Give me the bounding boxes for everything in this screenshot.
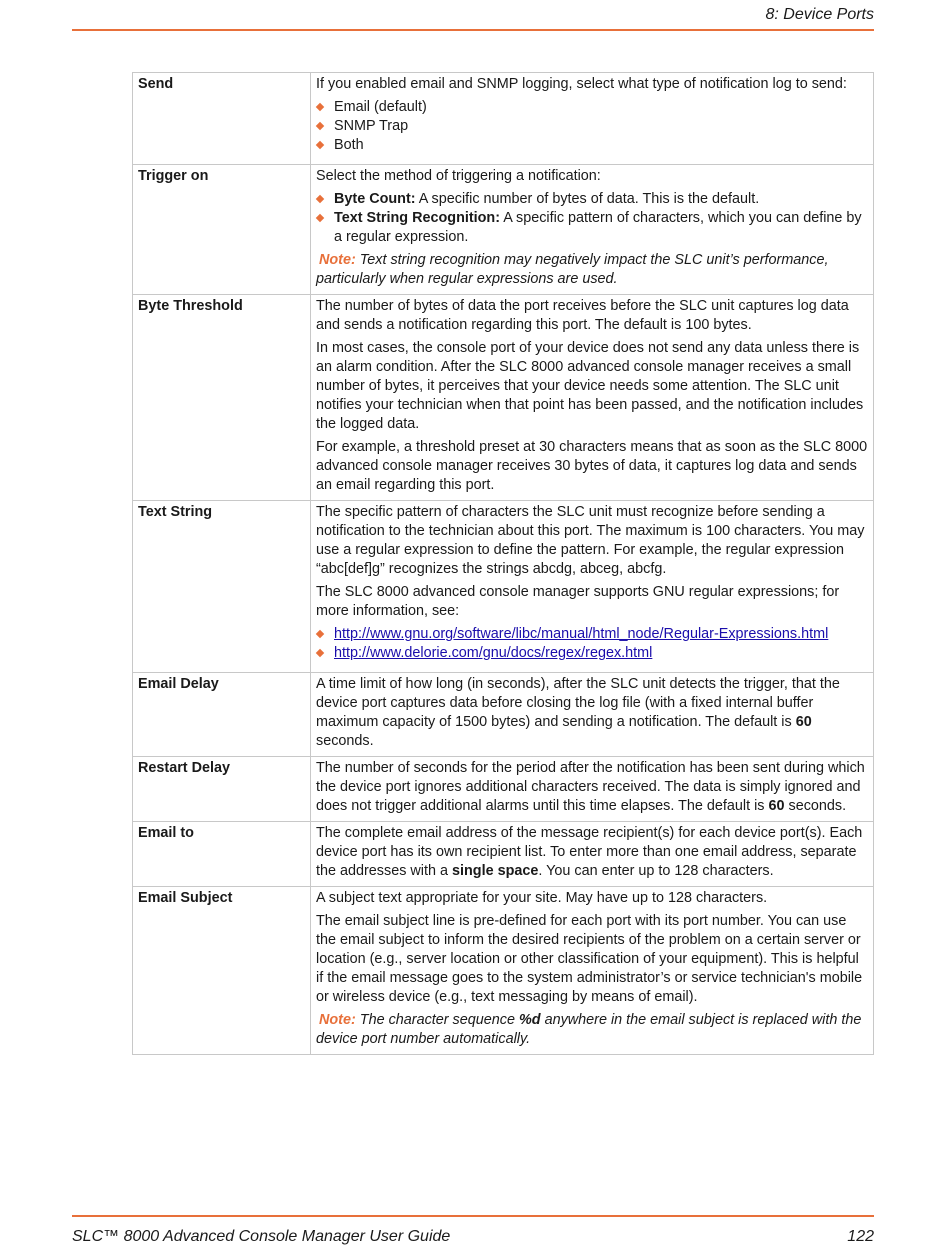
table-row [133,673,874,757]
table-row [133,165,874,295]
param-name-trigger-on: Trigger on [133,165,311,295]
note-label: Note: [319,252,356,268]
diamond-bullet-icon [316,122,324,130]
table-row [133,887,874,1055]
page-number: 122 [847,1228,874,1245]
list-item: Byte Count: A specific number of bytes of data. This is the default. [316,190,868,209]
param-name-email-subject: Email Subject [133,887,311,1055]
param-desc-email-delay [311,673,874,757]
param-desc-email-to [311,822,874,887]
footer-rule [72,1215,874,1217]
list-item: SNMP Trap [316,117,868,136]
table-row [133,295,874,501]
parameter-table [132,72,874,1055]
param-desc-send [311,73,874,165]
description-text: If you enabled email and SNMP logging, select what type of notification log to send: [316,76,847,92]
bullet-list [316,190,868,247]
bullet-list [316,98,868,155]
param-name-text-string: Text String [133,501,311,673]
bullet-list [316,625,868,663]
list-item [316,625,868,644]
list-item [316,644,868,663]
section-header: 8: Device Ports [765,6,874,23]
description-text: The email subject line is pre-defined for each port with its port number. You can use the email subject to inform the desired recipients of the problem on a certain server or location (e.g., server location or other classification of your equipment). This is helpful if the email message goes to the system administrator’s or service technician's mobile or wireless device (e.g., text messaging by means of email). [316,913,863,1005]
description-text: Select the method of triggering a notification: [316,168,601,184]
diamond-bullet-icon [316,649,324,657]
description-text: For example, a threshold preset at 30 characters means that as soon as the SLC 8000 advanced console manager receives 30 bytes of data, it captures log data and sends an email regarding this port. [316,439,868,493]
table-row [133,73,874,165]
description-text: The complete email address of the message recipient(s) for each device port(s). Each device port has its own recipient list. To enter more than one email address, separate the addresses with a single space. You can enter up to 128 characters. [316,825,863,879]
footer-title: SLC™ 8000 Advanced Console Manager User Guide [72,1228,451,1245]
param-name-send: Send [133,73,311,165]
description-text: A time limit of how long (in seconds), after the SLC unit detects the trigger, that the device port captures data before closing the log file (with a fixed internal buffer maximum capacity of 1500 bytes) and sending a notification. The default is 60 seconds. [316,676,840,749]
description-text: The number of bytes of data the port receives before the SLC unit captures log data and sends a notification regarding this port. The default is 100 bytes. [316,298,849,333]
note: Note: Text string recognition may negatively impact the SLC unit’s performance, particularly when regular expressions are used. [316,252,829,287]
list-item: Both [316,136,868,155]
table-row [133,501,874,673]
param-desc-restart-delay [311,757,874,822]
description-text: The number of seconds for the period after the notification has been sent during which the device port ignores additional characters received. The data is simply ignored and does not trigger additional alarms until this time elapses. The default is 60 seconds. [316,760,865,814]
diamond-bullet-icon [316,214,324,222]
note: Note: The character sequence %d anywhere in the email subject is replaced with the device port number automatically. [316,1012,862,1047]
description-text: The specific pattern of characters the SLC unit must recognize before sending a notification to the technician about this port. The maximum is 100 characters. You may use a regular expression to define the pattern. For example, the regular expression “abc[def]g” recognizes the strings abcdg, abceg, abcfg. [316,504,865,577]
description-text: The SLC 8000 advanced console manager supports GNU regular expressions; for more information, see: [316,584,840,619]
table-row [133,822,874,887]
param-name-email-to: Email to [133,822,311,887]
diamond-bullet-icon [316,195,324,203]
delorie-regex-link[interactable]: http://www.delorie.com/gnu/docs/regex/regex.html [334,645,653,661]
gnu-regex-link[interactable]: http://www.gnu.org/software/libc/manual/html_node/Regular-Expressions.html [334,626,829,642]
description-text: A subject text appropriate for your site. May have up to 128 characters. [316,890,768,906]
description-text: In most cases, the console port of your device does not send any data unless there is an alarm condition. After the SLC 8000 advanced console manager receives a small number of bytes, it perceives that your device needs some attention. The SLC unit notifies your technician when that point has been passed, and the notification includes the logged data. [316,340,864,432]
diamond-bullet-icon [316,630,324,638]
note-label: Note: [319,1012,356,1028]
param-desc-text-string [311,501,874,673]
table-row [133,757,874,822]
list-item: Email (default) [316,98,868,117]
param-desc-email-subject [311,887,874,1055]
list-item: Text String Recognition: A specific pattern of characters, which you can define by a regular expression. [316,209,868,247]
param-desc-byte-threshold [311,295,874,501]
param-name-restart-delay: Restart Delay [133,757,311,822]
diamond-bullet-icon [316,103,324,111]
param-desc-trigger-on [311,165,874,295]
header-rule [72,29,874,31]
param-name-email-delay: Email Delay [133,673,311,757]
param-name-byte-threshold: Byte Threshold [133,295,311,501]
diamond-bullet-icon [316,141,324,149]
